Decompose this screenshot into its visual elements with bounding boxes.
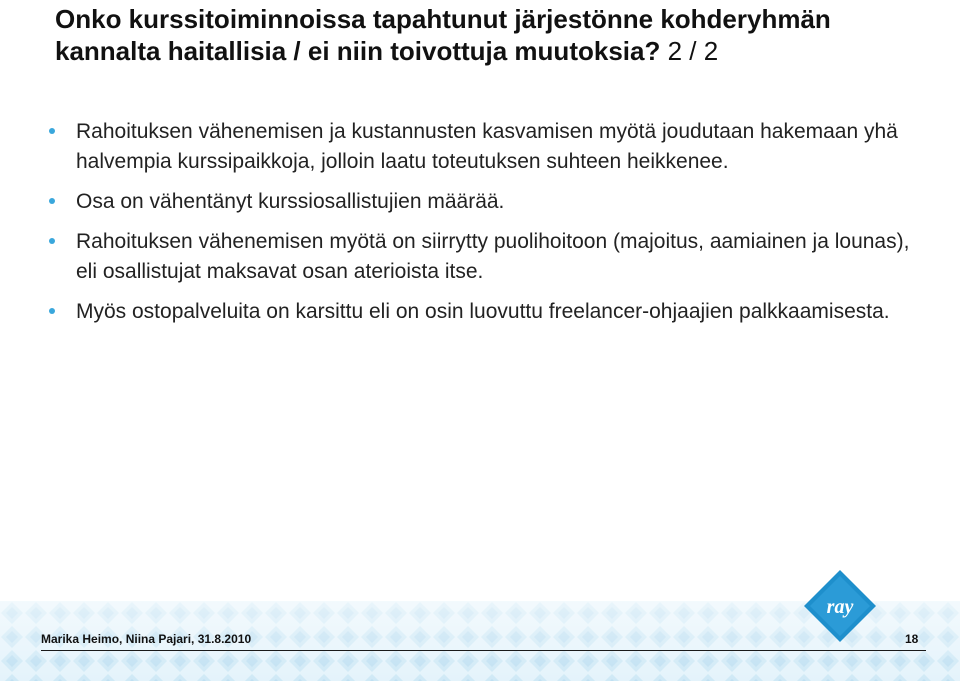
logo-text: ray bbox=[826, 596, 854, 618]
ray-logo bbox=[800, 566, 880, 646]
slide-title-page: 2 / 2 bbox=[667, 36, 719, 66]
bullet-icon bbox=[49, 308, 55, 314]
bullet-text: Myös ostopalveluita on karsittu eli on osin luovuttu freelancer-ohjaajien palkkaamisesta. bbox=[76, 300, 890, 323]
bullet-icon bbox=[49, 128, 55, 134]
bullet-list bbox=[48, 117, 928, 337]
bullet-icon bbox=[49, 198, 55, 204]
bullet-text: Osa on vähentänyt kurssiosallistujien määrää. bbox=[76, 190, 505, 213]
bullet-text: Rahoituksen vähenemisen ja kustannusten kasvamisen myötä joudutaan hakemaan yhä halvempia kurssipaikkoja, jolloin laatu toteutuksen suhteen heikkenee. bbox=[76, 120, 898, 173]
bullet-item bbox=[48, 297, 928, 327]
bullet-item bbox=[48, 227, 928, 287]
slide-title-main: Onko kurssitoiminnoissa tapahtunut järjestönne kohderyhmän kannalta haitallisia / ei niin toivottuja muutoksia? bbox=[55, 4, 831, 66]
bullet-icon bbox=[49, 238, 55, 244]
bullet-item bbox=[48, 187, 928, 217]
bullet-item bbox=[48, 117, 928, 177]
footer-author: Marika Heimo, Niina Pajari, 31.8.2010 bbox=[41, 632, 252, 646]
slide-title bbox=[55, 3, 935, 67]
footer-divider bbox=[41, 650, 926, 651]
page-number: 18 bbox=[905, 632, 919, 646]
bullet-text: Rahoituksen vähenemisen myötä on siirrytty puolihoitoon (majoitus, aamiainen ja lounas), eli osallistujat maksavat osan aterioista itse. bbox=[76, 230, 910, 283]
